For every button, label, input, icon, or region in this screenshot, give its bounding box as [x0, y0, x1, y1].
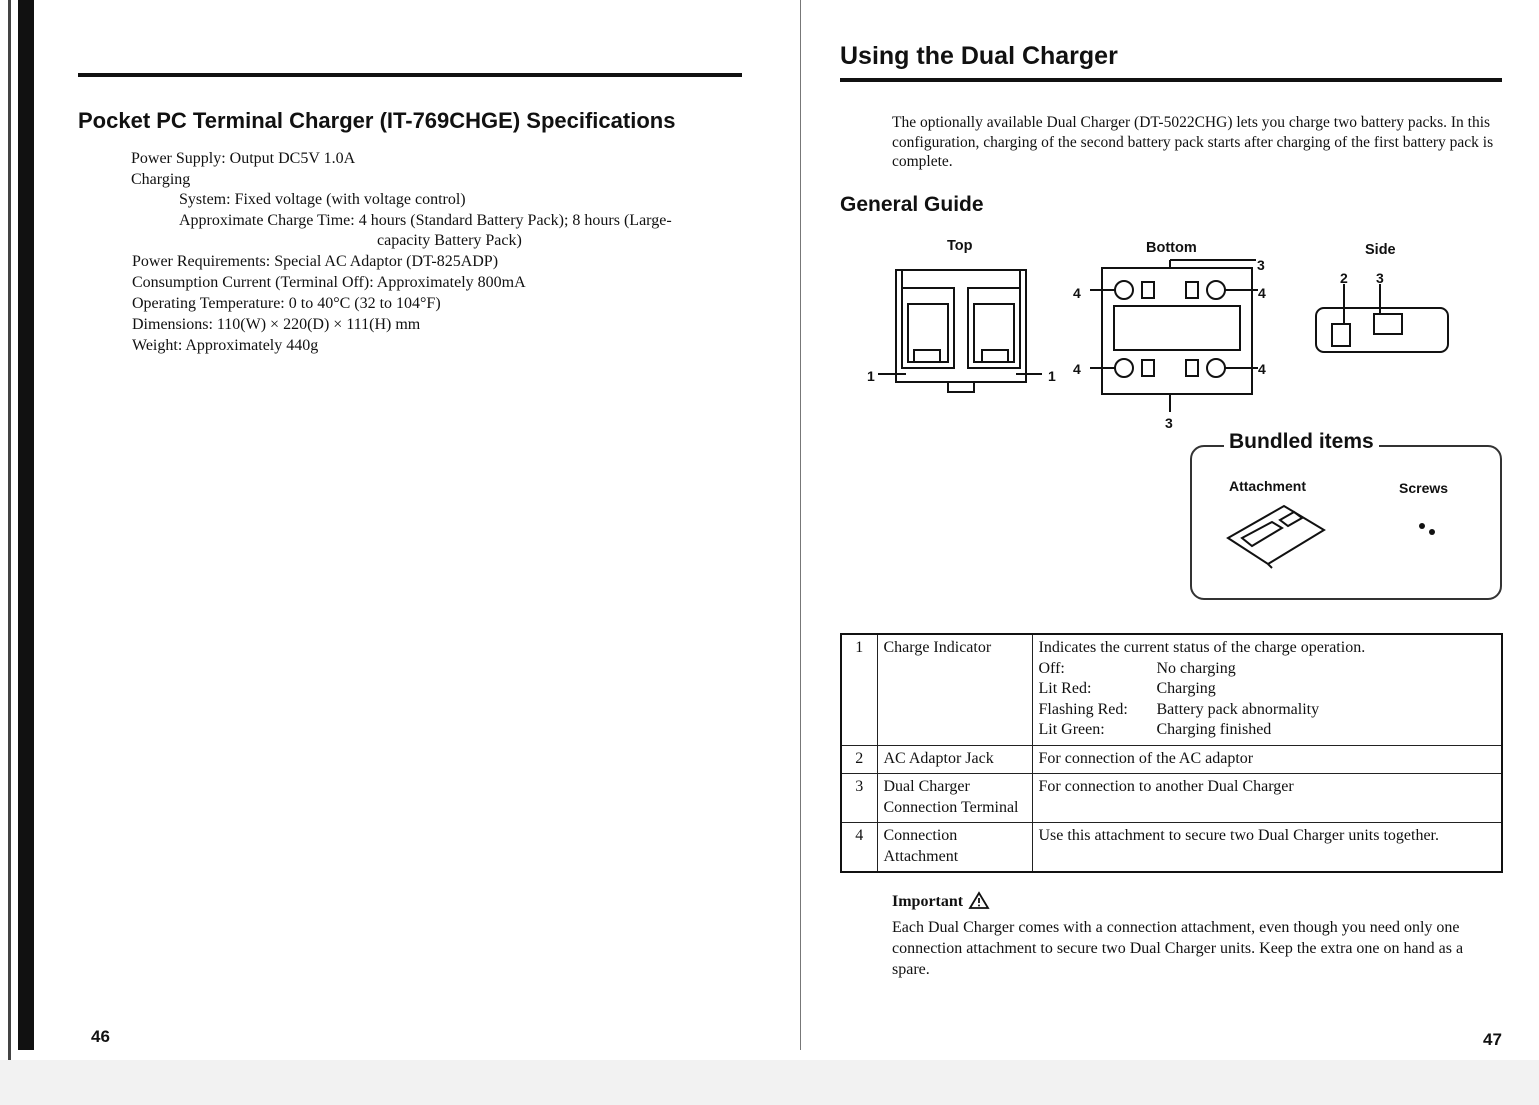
part-description [1032, 634, 1502, 745]
spec-system: System: Fixed voltage (with voltage control) [179, 191, 466, 208]
callout-1-right: 1 [1048, 368, 1056, 384]
table-row [841, 823, 1502, 873]
callout-4-lower-right: 4 [1258, 361, 1266, 377]
status-value: Charging finished [1156, 721, 1272, 738]
status-value: Battery pack abnormality [1156, 700, 1320, 718]
status-value: Charging [1156, 680, 1216, 697]
spec-operating-temperature: Operating Temperature: 0 to 40°C (32 to 104°F) [132, 295, 441, 312]
part-description: Use this attachment to secure two Dual Charger units together. [1032, 823, 1502, 873]
attachment-label: Attachment [1229, 478, 1307, 494]
important-text: Each Dual Charger comes with a connection attachment, even though you need only one connection attachment to secure two Dual Charger units. Keep the extra one on hand as a spare. [892, 919, 1464, 978]
screws-illustration [1414, 520, 1444, 540]
bundled-items-title: Bundled items [1224, 430, 1379, 454]
part-description: For connection to another Dual Charger [1032, 774, 1502, 823]
bottom-view-label: Bottom [1146, 240, 1197, 256]
part-name: Charge Indicator [877, 634, 1032, 745]
status-value: No charging [1156, 659, 1236, 677]
spec-dimensions: Dimensions: 110(W) × 220(D) × 111(H) mm [132, 316, 421, 333]
callout-4-lower-left: 4 [1073, 361, 1081, 377]
side-view-diagram [1310, 282, 1460, 362]
top-view-label: Top [947, 238, 973, 254]
part-name: AC Adaptor Jack [877, 745, 1032, 774]
status-key: Flashing Red: [1038, 700, 1128, 718]
spec-title: Pocket PC Terminal Charger (IT-769CHGE) Specifications [78, 108, 676, 133]
status-key: Off: [1038, 659, 1065, 677]
part-name: Dual Charger Connection Terminal [877, 774, 1032, 823]
intro-paragraph: The optionally available Dual Charger (DT-5022CHG) lets you charge two battery packs. In this configuration, charging of the second battery pack starts after charging of the first battery pack is complete. [892, 114, 1494, 170]
spec-consumption: Consumption Current (Terminal Off): Approximately 800mA [132, 274, 526, 291]
right-header-rule [840, 78, 1502, 82]
part-name: Connection Attachment [877, 823, 1032, 873]
page-gutter [800, 0, 801, 1050]
scan-bottom-margin [0, 1060, 1539, 1105]
table-row [841, 745, 1502, 774]
part-description-text: Indicates the current status of the charge operation. [1038, 639, 1366, 656]
warning-icon [969, 891, 989, 909]
part-number: 1 [841, 634, 877, 745]
important-heading [892, 888, 987, 911]
callout-4-upper-left: 4 [1073, 285, 1081, 301]
status-row [1039, 700, 1496, 721]
page-title: Using the Dual Charger [840, 42, 1118, 70]
part-number: 3 [841, 774, 877, 823]
bottom-view-diagram [1090, 258, 1270, 418]
top-view-diagram [866, 262, 1056, 402]
callout-1-left: 1 [867, 368, 875, 384]
side-view-label: Side [1365, 242, 1396, 258]
screws-label: Screws [1399, 480, 1449, 496]
spec-power-supply: Power Supply: Output DC5V 1.0A [131, 150, 356, 167]
spec-power-requirements: Power Requirements: Special AC Adaptor (DT-825ADP) [132, 253, 499, 270]
book-binding [18, 0, 34, 1050]
page-number-left: 46 [91, 1027, 110, 1046]
status-key: Lit Green: [1038, 721, 1105, 738]
part-number: 4 [841, 823, 877, 873]
page-number-right: 47 [1483, 1030, 1502, 1049]
left-header-rule [78, 73, 742, 77]
callout-2-side: 2 [1340, 270, 1348, 286]
status-key: Lit Red: [1038, 680, 1092, 697]
part-number: 2 [841, 745, 877, 774]
callout-4-upper-right: 4 [1258, 285, 1266, 301]
callout-3-bottom: 3 [1165, 415, 1173, 431]
spec-charging: Charging [131, 171, 191, 188]
attachment-illustration [1222, 502, 1332, 572]
table-row [841, 774, 1502, 823]
spec-charge-time-cont: capacity Battery Pack) [377, 232, 522, 249]
general-guide-heading: General Guide [840, 193, 984, 216]
part-description: For connection of the AC adaptor [1032, 745, 1502, 774]
status-row [1039, 679, 1496, 700]
spec-weight: Weight: Approximately 440g [132, 337, 319, 354]
spec-charge-time: Approximate Charge Time: 4 hours (Standard Battery Pack); 8 hours (Large- [179, 212, 672, 229]
important-label: Important [892, 893, 964, 910]
binding-edge [8, 0, 11, 1060]
callout-3-side: 3 [1376, 270, 1384, 286]
status-row [1039, 659, 1496, 680]
status-row [1039, 720, 1496, 741]
parts-table [840, 633, 1503, 873]
callout-3-top: 3 [1257, 257, 1265, 273]
table-row [841, 634, 1502, 745]
